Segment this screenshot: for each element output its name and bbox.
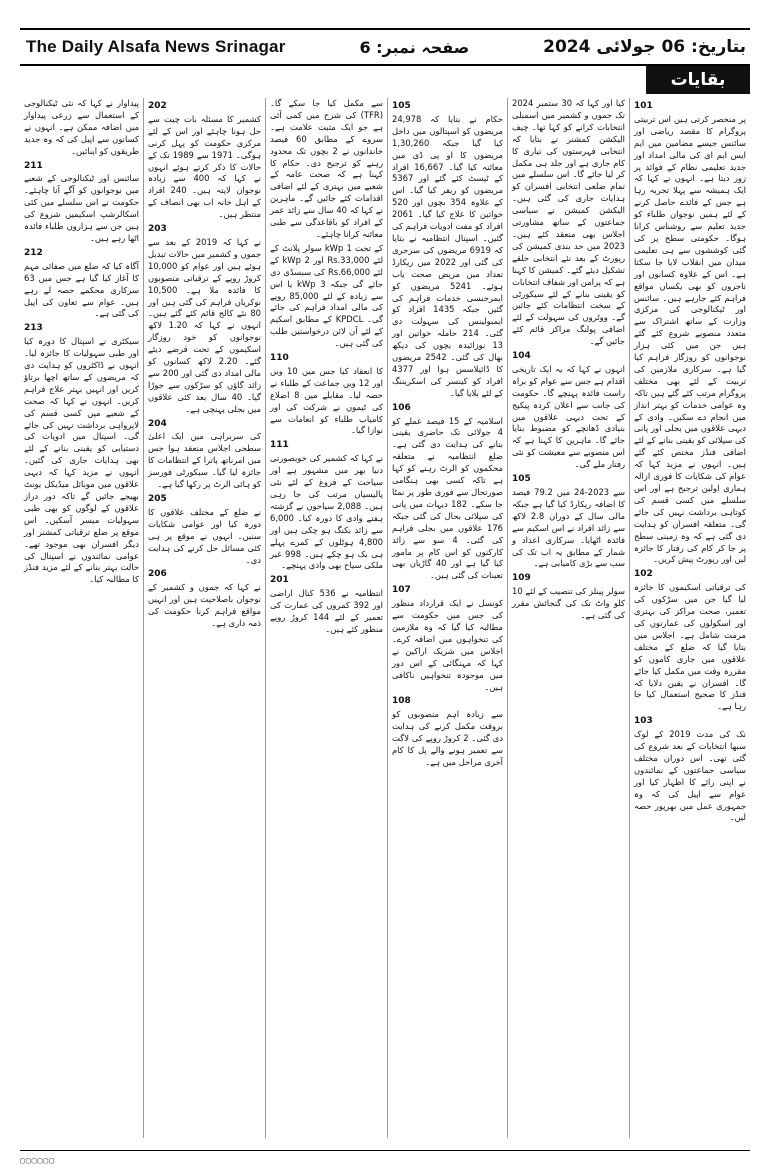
article-paragraph: کی سربراہی میں ایک اعلیٰ سطحی اجلاس منعقد ہوا جس میں امرناتھ یاترا کے انتظامات کا جائزہ لیا گیا۔ سیکورٹی فورسز کو ہائی الرٹ پر رکھا گیا ہے۔ bbox=[148, 431, 261, 490]
article-paragraph: نے کہا کہ کشمیر کی خوبصورتی دنیا بھر میں مشہور ہے اور سیاحت کے فروغ کے لئے نئی پالیسیاں مرتب کی جا رہی ہیں۔ 2,088 سیاحوں نے گزشتہ ہفتے وادی کا دورہ کیا۔ 6,000 سے زائد بکنگ ہو چکی ہیں اور 4,800 ہوٹلوں کے کمرے پہلے ہی بک ہو چکے ہیں۔ 998 غیر ملکی سیاح بھی وادی پہنچے۔ bbox=[270, 453, 383, 571]
continuation-number: 201 bbox=[270, 575, 289, 586]
article-paragraph: کیا اور کہا کہ 30 ستمبر 2024 تک جموں و کشمیر میں اسمبلی انتخابات کرانے کو کہا تھا۔ چیف الیکشن کمشنر نے بتایا کہ انتخابی فہرستوں کی تیاری کا کام جاری ہے اور جلد ہی مکمل کر لیا جائے گا۔ اس سلسلے میں تمام ضلعی انتخابی افسران کو ہدایات جاری کی گئی ہیں۔ الیکشن کمیشن نے سیاسی جماعتوں کے ساتھ مشاورتی اجلاس بھی منعقد کئے ہیں۔ 2023 میں حد بندی کمیشن کی رپورٹ کے بعد نئے انتخابی حلقے تشکیل دیئے گئے۔ کمیشن کا کہنا ہے کہ پرامن اور شفاف انتخابات کو یقینی بنانے کے لئے سیکورٹی کے سخت انتظامات کئے جائیں گے۔ ووٹروں کی سہولت کے لئے اضافی پولنگ مراکز قائم کئے جائیں گے۔ bbox=[512, 98, 625, 347]
footer-mark: ▢▢▢▢▢▢ bbox=[20, 1156, 55, 1165]
paper-name: The Daily Alsafa News Srinagar bbox=[26, 37, 286, 56]
newspaper-page bbox=[20, 28, 750, 1148]
article-paragraph: سائنس اور ٹیکنالوجی کے شعبے میں نوجوانوں کو آگے آنا چاہئے۔ حکومت نے اس سلسلے میں کئی اسکالرشپ اسکیمیں شروع کی ہیں جن سے ہزاروں طلباء فائدہ اٹھا رہے ہیں۔ bbox=[24, 173, 139, 243]
column-text bbox=[392, 101, 503, 769]
continuation-number: 107 bbox=[392, 585, 411, 596]
column-text bbox=[634, 101, 746, 824]
article-paragraph: کونسل نے ایک قرارداد منظور کی جس میں حکومت سے مطالبہ کیا گیا کہ وہ ملازمین کی تنخواہوں میں اضافہ کرے۔ اجلاس میں شریک اراکین نے کہا کہ مہنگائی کے اس دور میں موجودہ تنخواہیں ناکافی ہیں۔ bbox=[392, 598, 503, 692]
column-text bbox=[24, 98, 139, 586]
issue-date: بتاریخ: 06 جولائی 2024 bbox=[543, 37, 746, 57]
article-paragraph: تک کی مدت 2019 کے لوک سبھا انتخابات کے بعد شروع کی گئی تھی۔ اس دوران مختلف سیاسی جماعتوں کے نمائندوں نے اپنی رائے کا اظہار کیا اور عوام سے اپیل کی کہ وہ جمہوری عمل میں بھرپور حصہ لیں۔ bbox=[634, 729, 746, 823]
page-number: صفحہ نمبر: 6 bbox=[359, 37, 470, 57]
column-6 bbox=[20, 98, 144, 1138]
article-paragraph: کی ترقیاتی اسکیموں کا جائزہ لیا گیا جن میں سڑکوں کی تعمیر، صحت مراکز کی بہتری اور اسکولوں کی عمارتوں کی مرمت شامل ہے۔ اجلاس میں بتایا گیا کہ ضلع کے مختلف علاقوں میں جاری کاموں کو مقررہ وقت میں مکمل کیا جائے گا۔ افسران نے یقین دلایا کہ فنڈز کا صحیح استعمال کیا جا رہا ہے۔ bbox=[634, 582, 746, 712]
article-paragraph: کشمیر کا مسئلہ بات چیت سے حل ہونا چاہئے اور اس کے لئے مرکزی حکومت کو پہل کرنی ہوگی۔ 1971 سے 1989 تک کے حالات کا ذکر کرتے ہوئے انہوں نے کہا کہ 400 سے زیادہ نوجوان لاپتہ ہیں۔ 240 افراد کے اہل خانہ اب بھی انصاف کے منتظر ہیں۔ bbox=[148, 113, 262, 220]
continuation-number: 110 bbox=[270, 353, 289, 364]
continuation-number: 104 bbox=[512, 351, 531, 362]
continuation-number: 103 bbox=[634, 716, 653, 727]
column-text bbox=[148, 101, 261, 630]
continuation-number: 102 bbox=[634, 569, 653, 580]
section-banner-wrap bbox=[646, 66, 750, 96]
column-5 bbox=[144, 98, 266, 1138]
article-paragraph: انہوں نے کہا کہ یہ ایک تاریخی اقدام ہے جس سے عوام کو براہ راست فائدہ پہنچے گا۔ حکومت کی جانب سے اعلان کردہ پیکیج کے تحت دیہی علاقوں میں بنیادی ڈھانچے کو مضبوط بنایا جائے گا۔ ماہرین کا کہنا ہے کہ اس منصوبے سے معیشت کو نئی رفتار ملے گی۔ bbox=[512, 363, 625, 470]
article-paragraph: کا انعقاد کیا جس میں 10 ویں اور 12 ویں جماعت کے طلباء نے حصہ لیا۔ مقابلے میں 8 اضلاع کی ٹیموں نے شرکت کی اور کامیاب طلباء کو انعامات سے نوازا گیا۔ bbox=[270, 365, 384, 436]
continuation-number: 105 bbox=[512, 474, 531, 485]
continuation-number: 204 bbox=[148, 418, 167, 429]
article-paragraph: اسلامیہ کے 15 فیصد عملے کو 4 جولائی تک حاضری یقینی بنانے کی ہدایت دی گئی ہے۔ ضلع انتظامیہ نے متعلقہ محکموں کو الرٹ رہنے کو کہا ہے تاکہ کسی بھی ہنگامی صورتحال سے فوری طور پر نمٹا جا سکے۔ 182 دیہات میں پانی کی سپلائی بحال کی گئی جبکہ 176 علاقوں میں بجلی فراہم کی گئی۔ 4 سو سے زائد کارکنوں کو اس کام پر مامور کیا گیا ہے اور 40 گاڑیاں بھی تعینات کی گئی ہیں۔ bbox=[392, 415, 504, 581]
continuation-number: 203 bbox=[148, 224, 167, 235]
article-paragraph: نے ضلع کے مختلف علاقوں کا دورہ کیا اور عوامی شکایات سنیں۔ انہوں نے موقع پر ہی کئی مسائل حل کرنے کی ہدایت دی۔ bbox=[148, 506, 261, 565]
continuation-number: 101 bbox=[634, 101, 653, 111]
article-paragraph: پیداوار نے کہا کہ نئی ٹیکنالوجی کے استعمال سے زرعی پیداوار میں اضافہ ممکن ہے۔ انہوں نے کسانوں سے اپیل کی کہ وہ جدید طریقوں کو اپنائیں۔ bbox=[24, 98, 139, 156]
continuation-number: 206 bbox=[148, 569, 167, 580]
continuation-number: 108 bbox=[392, 696, 411, 707]
article-columns bbox=[20, 98, 750, 1138]
article-paragraph: سولر پینلز کی تنصیب کے لئے 10 کلو واٹ تک کی گنجائش مقرر کی گئی ہے۔ bbox=[512, 586, 625, 621]
column-text bbox=[512, 98, 625, 622]
article-paragraph: سے زیادہ اہم منصوبوں کو بروقت مکمل کرنے کی ہدایت دی گئی۔ 2 کروڑ روپے کی لاگت سے تعمیر ہونے والے پل کا کام آخری مراحل میں ہے۔ bbox=[392, 709, 503, 767]
article-paragraph: حکام نے بتایا کہ 24,978 مریضوں کو اسپتالوں میں داخل کیا گیا جبکہ 1,30,260 مریضوں کا او پی ڈی میں معائنہ کیا گیا۔ 16,667 افراد کے ٹیسٹ کئے گئے اور 5367 مریضوں کو ریفر کیا گیا۔ اس کے علاوہ 354 بچوں اور 520 خواتین کا علاج کیا گیا۔ 2061 افراد کو مفت ادویات فراہم کی گئیں۔ اسپتال انتظامیہ نے بتایا کہ 6919 مریضوں کی سرجری کی گئی اور 2022 میں ریکارڈ تعداد میں مریض صحت یاب ہوئے۔ 5241 مریضوں کو ایمرجنسی خدمات فراہم کی گئیں جبکہ 1435 افراد کو ایمبولینس کی سہولت دی گئی۔ 214 حاملہ خواتین اور 13 نوزائیدہ بچوں کی دیکھ بھال کی گئی۔ 2542 مریضوں کا ڈائیلاسس ہوا اور 4377 افراد کو کینسر کی اسکریننگ کے لئے بلایا گیا۔ bbox=[392, 113, 504, 398]
continuation-number: 212 bbox=[24, 247, 43, 258]
column-3 bbox=[388, 98, 508, 1138]
continuation-number: 205 bbox=[148, 494, 167, 504]
continuation-number: 213 bbox=[24, 323, 43, 334]
continuation-number: 111 bbox=[270, 440, 289, 451]
article-paragraph: سے مکمل کیا جا سکے گا۔ (TFR) کی شرح میں کمی آئی ہے جو ایک مثبت علامت ہے۔ سروے کے مطابق 60 فیصد خاندانوں نے 2 بچوں تک محدود رہنے کو ترجیح دی۔ حکام کا کہنا ہے کہ صحت عامہ کے شعبے میں بہتری کے لئے اضافی اقدامات کئے جائیں گے۔ ماہرین نے کہا کہ 40 سال سے زائد عمر کے افراد کو باقاعدگی سے طبی معائنہ کرانا چاہئے۔ bbox=[270, 98, 384, 239]
continuation-number: 106 bbox=[392, 402, 411, 413]
continuation-number: 211 bbox=[24, 160, 43, 171]
continuation-number: 109 bbox=[512, 573, 531, 584]
article-paragraph: نے کہا کہ جموں و کشمیر کے نوجوان باصلاحیت ہیں اور انہیں مواقع فراہم کرنا حکومت کی ذمہ داری ہے۔ bbox=[148, 582, 261, 629]
masthead bbox=[20, 28, 750, 66]
article-paragraph: نے کہا کہ 2019 کے بعد سے جموں و کشمیر میں حالات تبدیل ہوئے ہیں اور عوام کو 10,000 کروڑ روپے کے ترقیاتی منصوبوں کا فائدہ ملا ہے۔ 10,500 نوکریاں فراہم کی گئی ہیں اور 80 نئے کالج قائم کئے گئے ہیں۔ انہوں نے کہا کہ 1.20 لاکھ نوجوانوں کو خود روزگار اسکیموں کے تحت قرضے دیئے گئے۔ 2.20 لاکھ کسانوں کو مالی امداد دی گئی اور 200 سے زائد گاؤں کو سڑکوں سے جوڑا گیا۔ 40 سال بعد کئی علاقوں میں بجلی پہنچی ہے۔ bbox=[147, 236, 261, 414]
article-paragraph: سیکٹری نے اسپتال کا دورہ کیا اور طبی سہولیات کا جائزہ لیا۔ انہوں نے ڈاکٹروں کو ہدایت دی کہ مریضوں کے ساتھ اچھا برتاؤ کریں اور انہیں بہتر علاج فراہم کریں۔ انہوں نے کہا کہ صحت کے شعبے میں کسی قسم کی لاپرواہی برداشت نہیں کی جائے گی۔ اسپتال میں ادویات کی دستیابی کو یقینی بنانے کے لئے بھی ہدایات جاری کی گئیں۔ انہوں نے مزید کہا کہ دیہی علاقوں میں موبائل میڈیکل یونٹ بھیجے جائیں گے تاکہ دور دراز علاقوں کے لوگوں کو بھی طبی سہولیات میسر آسکیں۔ اس موقع پر ضلع ترقیاتی کمشنر اور دیگر افسران بھی موجود تھے۔ عوامی نمائندوں نے اسپتال کی حالت بہتر بنانے کے لئے مزید فنڈز کا مطالبہ کیا۔ bbox=[24, 336, 139, 585]
continuation-number: 105 bbox=[392, 101, 411, 111]
article-paragraph: پر منحصر کرتی ہیں اس تربیتی پروگرام کا مقصد ریاضی اور سائنس جیسے مضامین میں ایم ایس ایم ای کی مالی امداد اور جدید تعلیمی نظام کے فوائد پر زور دیتا ہے۔ انہوں نے کہا کہ ایک ہمیشہ سے پہلا تجربہ رہا ہے جس کے فائدے حاصل کرنے کے لئے ہمیں نوجوان طلباء کو جدید تعلیم سے روشناس کرانا ہوگا۔ حکومتی سطح پر کی گئی کوششوں سے ہی تعلیمی میدان میں انقلاب لایا جا سکتا ہے۔ اس کے علاوہ کسانوں اور تاجروں کو بھی یکساں مواقع فراہم کئے جارہے ہیں۔ سائنس اور ٹیکنالوجی کی مرکزی وزارت کے ساتھ اشتراک سے متعدد منصوبے شروع کئے گئے ہیں جن میں کئی ہزار نوجوانوں کو روزگار فراہم کیا گیا ہے۔ سرکاری ملازمین کی تربیت کے لئے بھی مختلف پروگرام مرتب کئے گئے ہیں تاکہ وہ عوامی خدمات کو بہتر انداز میں انجام دے سکیں۔ وادی کے دیہی علاقوں میں بجلی اور پانی کی سپلائی کو یقینی بنانے کے لئے اضافی فنڈز مختص کئے گئے ہیں۔ انہوں نے مزید کہا کہ عوام کی شکایات کا فوری ازالہ ہماری اولین ترجیح ہے اور اس سلسلے میں کسی قسم کی کوتاہی برداشت نہیں کی جائے گی۔ متعلقہ افسران کو ہدایت دی گئی ہے کہ وہ زمینی سطح پر جا کر کام کی رفتار کا جائزہ لیں اور رپورٹ پیش کریں۔ bbox=[634, 113, 746, 565]
article-paragraph: آگاہ کیا کہ ضلع میں صفائی مہم کا آغاز کیا گیا ہے جس میں 63 سرکاری محکمے حصہ لے رہے ہیں۔ عوام سے تعاون کی اپیل کی گئی ہے۔ bbox=[24, 260, 139, 319]
column-1 bbox=[630, 98, 750, 1138]
column-4 bbox=[266, 98, 388, 1138]
column-text bbox=[270, 98, 383, 636]
footer-rule bbox=[20, 1150, 750, 1151]
article-paragraph: کے تحت 1 kWp سولر پلانٹ کے لئے Rs.33,000 اور 2 kWp کے لئے Rs.66,000 کی سبسڈی دی جائے گی جبکہ 3 kWp یا اس سے زیادہ کے لئے 85,000 روپے کی مالی امداد فراہم کی جائے گی۔ KPDCL کے مطابق اسکیم کے لئے آن لائن درخواستیں طلب کی گئی ہیں۔ bbox=[270, 242, 383, 349]
article-paragraph: سے 2023-24 میں 79.2 فیصد کا اضافہ ریکارڈ کیا گیا ہے جبکہ مالی سال کے دوران 2.8 لاکھ سے زائد افراد نے اس اسکیم سے فائدہ اٹھایا۔ سرکاری اعداد و شمار کے مطابق یہ اب تک کی سب سے بڑی کامیابی ہے۔ bbox=[512, 487, 625, 569]
column-2 bbox=[508, 98, 630, 1138]
continuation-number: 202 bbox=[148, 101, 167, 111]
article-paragraph: انتظامیہ نے 536 کنال اراضی اور 392 کمروں کی عمارت کی تعمیر کے لئے 144 کروڑ روپے منظور کئے ہیں۔ bbox=[270, 588, 384, 634]
section-banner: بقایات bbox=[646, 66, 750, 94]
